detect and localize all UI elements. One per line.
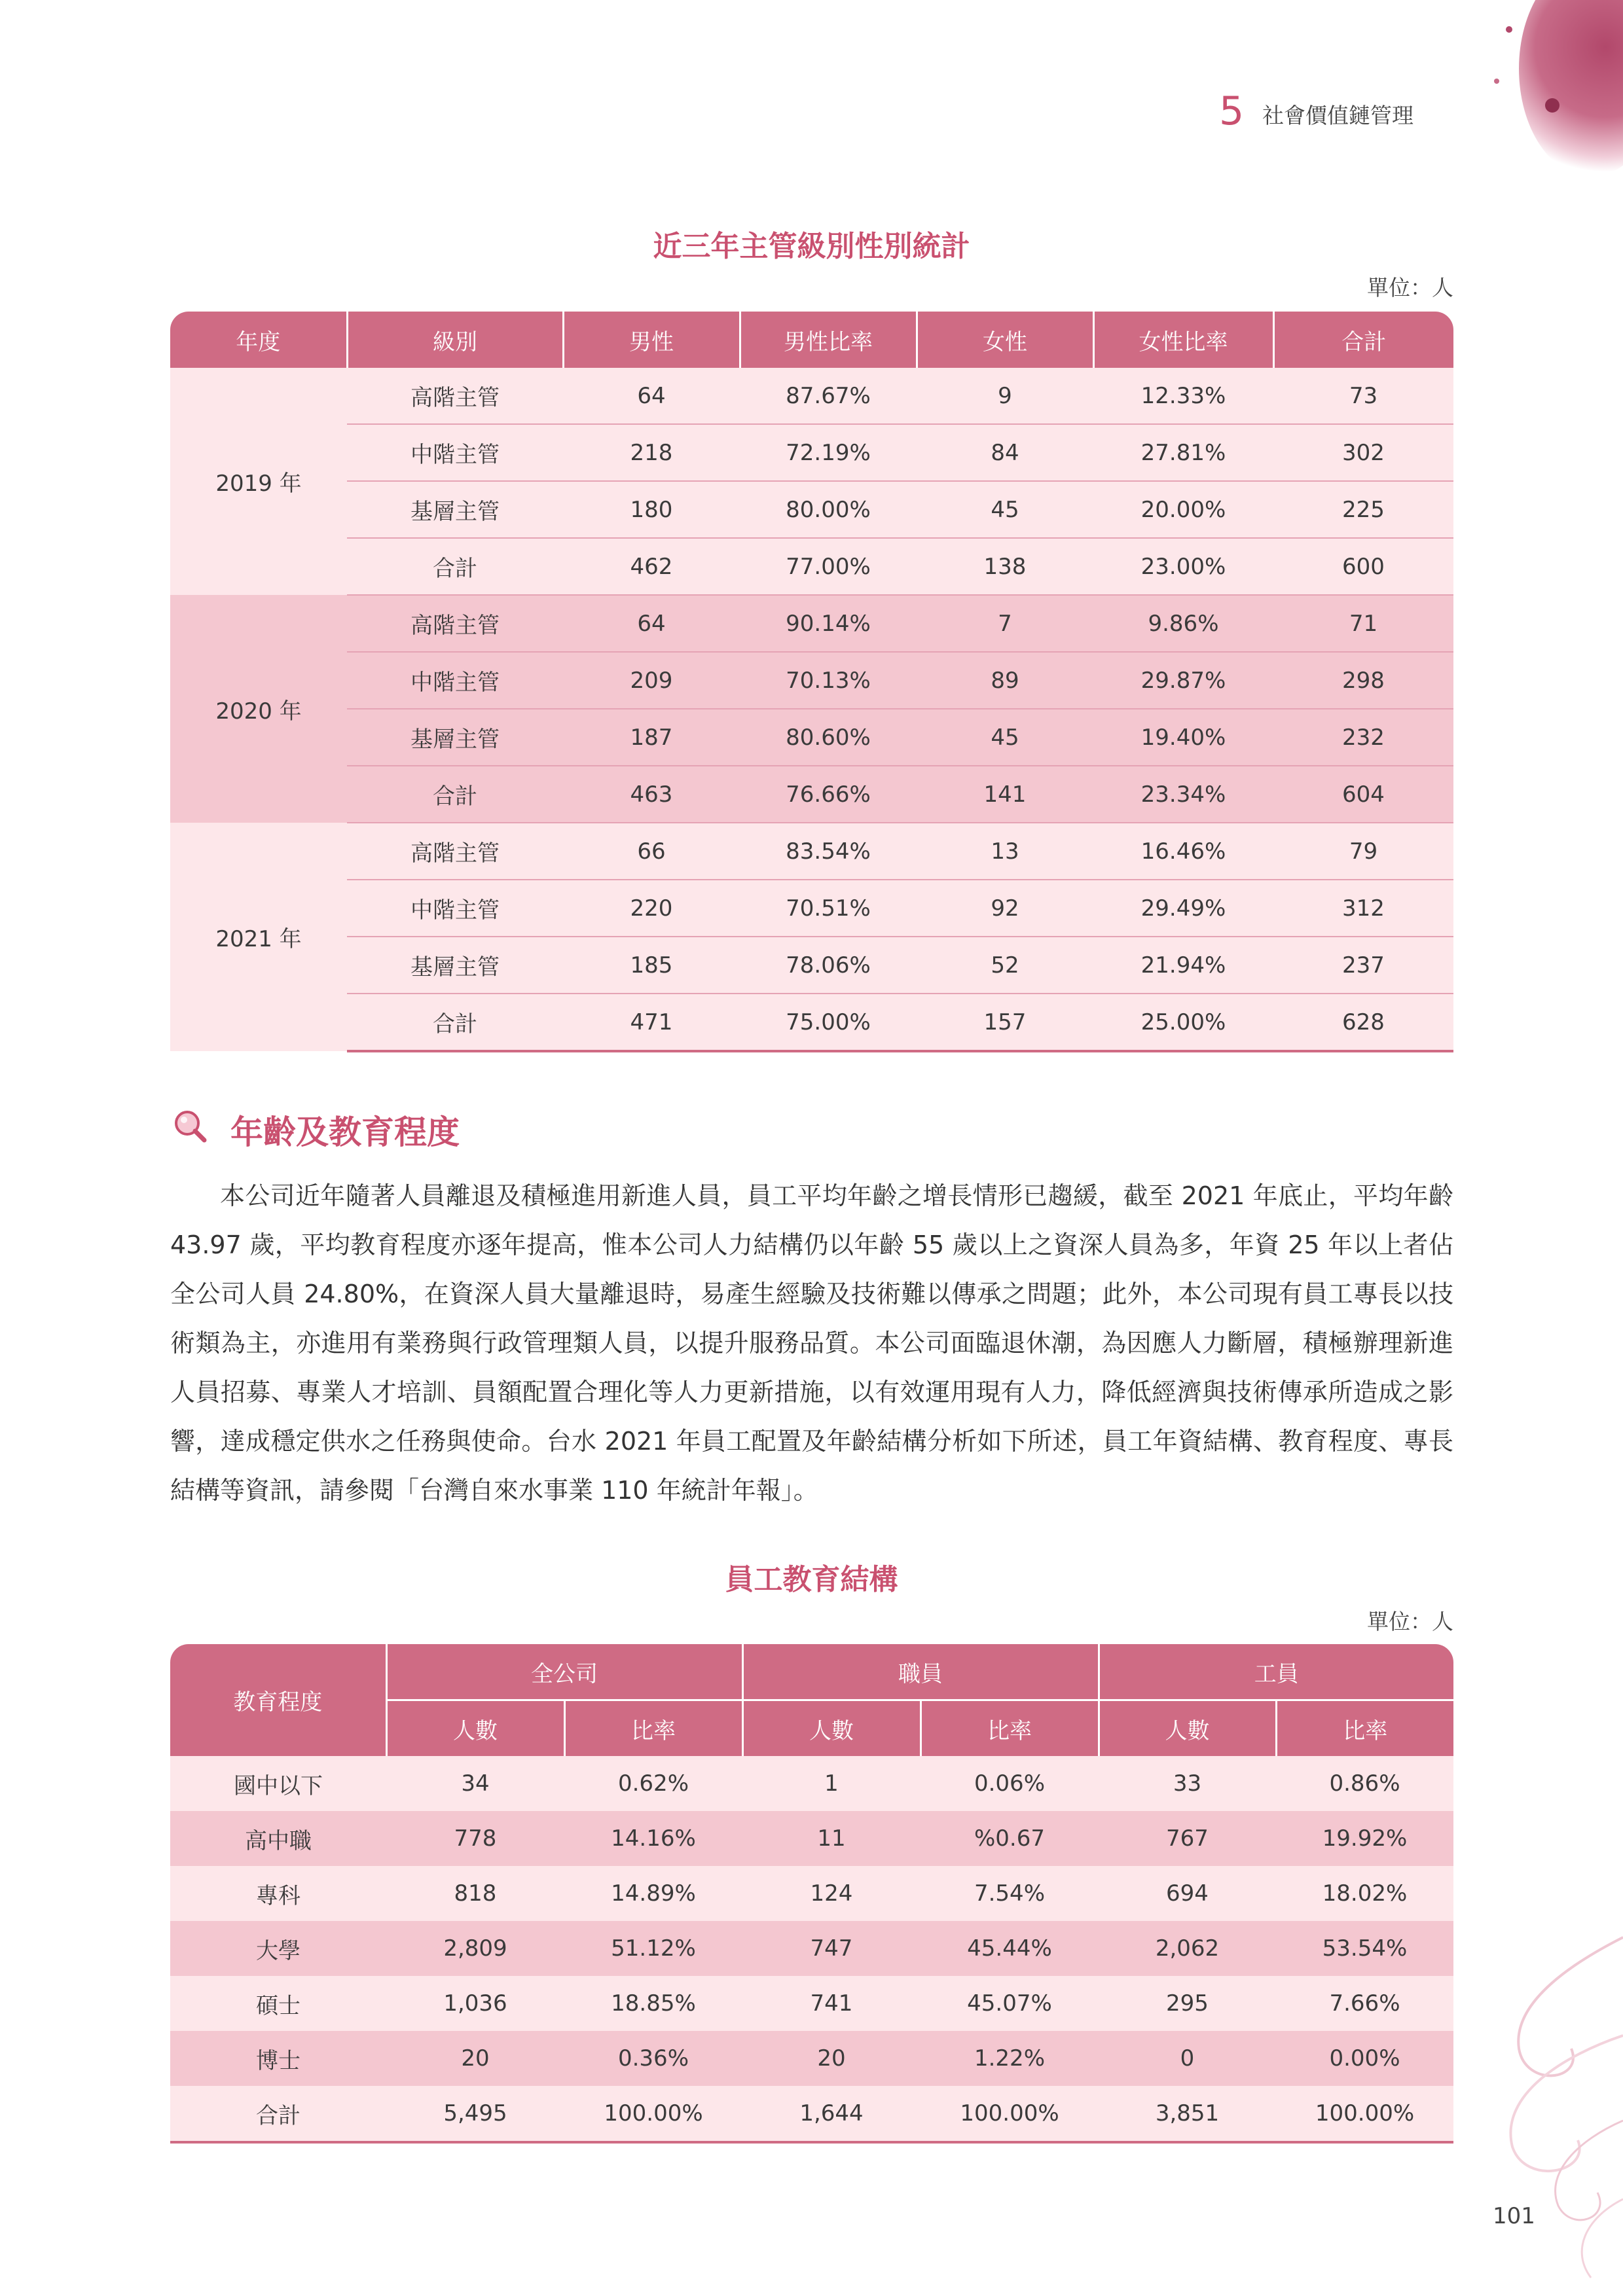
table-cell: 185 [563,937,740,994]
table-cell: 2,062 [1099,1921,1276,1976]
table-cell: 7.54% [921,1866,1099,1921]
body-paragraph: 本公司近年隨著人員離退及積極進用新進人員，員工平均年齡之增長情形已趨緩，截至 2021 年底止，平均年齡 43.97 歲，平均教育程度亦逐年提高，惟本公司人力結構仍以年齡 55 歲以上之資深人員為多，年資 25 年以上者佔全公司人員 24.80%，在資深人員大量離退時，易產生經驗及技術難以傳承之問題；此外，本公司現有員工專長以技術類為主，亦進用有業務與行政管理類人員，以提升服務品質。本公司面臨退休潮，為因應人力斷層，積極辦理新進人員招募、專業人才培訓、員額配置合理化等人力更新措施，以有效運用現有人力，降低經濟與技術傳承所造成之影響，達成穩定供水之任務與使命。台水 2021 年員工配置及年齡結構分析如下所述，員工年資結構、教育程度、專長結構等資訊，請參閱「台灣自來水事業 110 年統計年報」。 [170,1181,1453,1505]
table-cell: 中階主管 [347,652,563,709]
table-row [170,1756,1453,1811]
table-cell: 20.00% [1093,481,1273,538]
year-cell: 2019 年 [170,368,347,595]
table-row [170,595,1453,652]
table-cell: 124 [742,1866,921,1921]
table-cell: 138 [917,538,1093,595]
column-header: 比率 [1276,1700,1453,1757]
table-row [170,2086,1453,2142]
column-header: 比率 [564,1700,742,1757]
table-cell: 298 [1273,652,1453,709]
table-cell: 71 [1273,595,1453,652]
table-cell: 80.00% [740,481,917,538]
table-cell: 14.16% [564,1811,742,1866]
table-cell: 100.00% [564,2086,742,2142]
table-cell: 45 [917,481,1093,538]
column-header: 工員 [1099,1644,1453,1700]
table-cell: 中階主管 [347,880,563,937]
column-header: 全公司 [386,1644,742,1700]
chapter-number: 5 [1219,88,1245,134]
section-heading: 年齡及教育程度 [230,1113,460,1151]
year-cell: 2020 年 [170,595,347,823]
table-cell: 471 [563,994,740,1051]
column-header: 男性 [563,312,740,368]
table-row [170,538,1453,595]
table-cell: 45 [917,709,1093,766]
table-row [170,368,1453,424]
column-header: 人數 [386,1700,564,1757]
table-cell: 628 [1273,994,1453,1051]
table-cell: 基層主管 [347,937,563,994]
table-cell: 19.40% [1093,709,1273,766]
table-row [170,709,1453,766]
table-cell: 53.54% [1276,1921,1453,1976]
table-cell: 專科 [170,1866,386,1921]
table-cell: 187 [563,709,740,766]
table-cell: 237 [1273,937,1453,994]
table-cell: 312 [1273,880,1453,937]
table-cell: 23.00% [1093,538,1273,595]
table-cell: 90.14% [740,595,917,652]
table-cell: 19.92% [1276,1811,1453,1866]
table-row [170,823,1453,880]
table-cell: %0.67 [921,1811,1099,1866]
table-cell: 70.13% [740,652,917,709]
table-cell: 博士 [170,2031,386,2086]
table-cell: 合計 [347,994,563,1051]
page-number: 101 [1493,2203,1535,2229]
table-row [170,1976,1453,2031]
table-cell: 100.00% [921,2086,1099,2142]
table2-title: 員工教育結構 [725,1563,898,1596]
table-cell: 141 [917,766,1093,823]
table-cell: 79 [1273,823,1453,880]
column-header: 級別 [347,312,563,368]
table-cell: 基層主管 [347,481,563,538]
table-row [170,880,1453,937]
chapter-title: 社會價值鏈管理 [1262,103,1413,128]
table-cell: 767 [1099,1811,1276,1866]
table-header-row [170,312,1453,368]
table-cell: 694 [1099,1866,1276,1921]
table-cell: 462 [563,538,740,595]
table-row [170,652,1453,709]
table-cell: 7.66% [1276,1976,1453,2031]
table-row [170,994,1453,1051]
column-header: 人數 [742,1700,921,1757]
table-cell: 18.85% [564,1976,742,2031]
table-cell: 80.60% [740,709,917,766]
table-cell: 1,644 [742,2086,921,2142]
table-cell: 83.54% [740,823,917,880]
year-cell: 2021 年 [170,823,347,1051]
table-cell: 66 [563,823,740,880]
table-cell: 0 [1099,2031,1276,2086]
table-cell: 180 [563,481,740,538]
table-cell: 218 [563,424,740,481]
table-cell: 20 [742,2031,921,2086]
table-cell: 0.86% [1276,1756,1453,1811]
table-cell: 大學 [170,1921,386,1976]
table-cell: 76.66% [740,766,917,823]
table-cell: 碩士 [170,1976,386,2031]
table-cell: 13 [917,823,1093,880]
table-cell: 600 [1273,538,1453,595]
table-cell: 89 [917,652,1093,709]
table-row [170,1811,1453,1866]
column-header: 女性比率 [1093,312,1273,368]
table-cell: 5,495 [386,2086,564,2142]
table-cell: 29.87% [1093,652,1273,709]
table-cell: 463 [563,766,740,823]
table-cell: 21.94% [1093,937,1273,994]
table-cell: 302 [1273,424,1453,481]
table-cell: 高中職 [170,1811,386,1866]
table-cell: 1 [742,1756,921,1811]
table-cell: 高階主管 [347,368,563,424]
table-cell: 92 [917,880,1093,937]
table-cell: 高階主管 [347,595,563,652]
table-cell: 16.46% [1093,823,1273,880]
table-cell: 78.06% [740,937,917,994]
table-cell: 高階主管 [347,823,563,880]
watercolor-decoration [1499,0,1623,223]
table-cell: 國中以下 [170,1756,386,1811]
table-cell: 基層主管 [347,709,563,766]
table-row [170,1921,1453,1976]
table-cell: 220 [563,880,740,937]
table-row [170,2031,1453,2086]
table-cell: 20 [386,2031,564,2086]
table-cell: 818 [386,1866,564,1921]
swirl-decoration [1473,1924,1623,2296]
table-cell: 747 [742,1921,921,1976]
table2-unit: 單位：人 [1367,1609,1453,1634]
table-cell: 7 [917,595,1093,652]
table-cell: 合計 [347,538,563,595]
table-cell: 232 [1273,709,1453,766]
table-cell: 51.12% [564,1921,742,1976]
table1-unit: 單位：人 [1367,275,1453,300]
table-cell: 1,036 [386,1976,564,2031]
column-header: 職員 [742,1644,1099,1700]
table-cell: 18.02% [1276,1866,1453,1921]
column-header: 女性 [917,312,1093,368]
table-cell: 合計 [170,2086,386,2142]
table-header-row [170,1644,1453,1700]
table-row [170,937,1453,994]
table-cell: 72.19% [740,424,917,481]
management-gender-table [170,312,1453,1052]
table-cell: 45.07% [921,1976,1099,2031]
column-header: 男性比率 [740,312,917,368]
table-cell: 75.00% [740,994,917,1051]
table-cell: 84 [917,424,1093,481]
table-row [170,1866,1453,1921]
table-cell: 3,851 [1099,2086,1276,2142]
table-cell: 295 [1099,1976,1276,2031]
table-cell: 225 [1273,481,1453,538]
table-cell: 73 [1273,368,1453,424]
table-cell: 45.44% [921,1921,1099,1976]
table-row [170,766,1453,823]
table-cell: 9 [917,368,1093,424]
table-cell: 23.34% [1093,766,1273,823]
table-cell: 9.86% [1093,595,1273,652]
education-structure-table [170,1644,1453,2144]
table-cell: 33 [1099,1756,1276,1811]
column-header: 比率 [921,1700,1099,1757]
table-cell: 604 [1273,766,1453,823]
table-cell: 1.22% [921,2031,1099,2086]
table-cell: 70.51% [740,880,917,937]
magnifier-icon [172,1107,208,1144]
table1-title: 近三年主管級別性別統計 [653,230,970,263]
table-cell: 12.33% [1093,368,1273,424]
table-cell: 0.06% [921,1756,1099,1811]
table-cell: 741 [742,1976,921,2031]
column-header: 年度 [170,312,347,368]
column-header: 合計 [1273,312,1453,368]
table-cell: 29.49% [1093,880,1273,937]
column-header: 人數 [1099,1700,1276,1757]
table-cell: 87.67% [740,368,917,424]
table-cell: 2,809 [386,1921,564,1976]
table-cell: 11 [742,1811,921,1866]
table-cell: 中階主管 [347,424,563,481]
table-cell: 0.36% [564,2031,742,2086]
table-cell: 100.00% [1276,2086,1453,2142]
table-cell: 14.89% [564,1866,742,1921]
table-cell: 25.00% [1093,994,1273,1051]
table-cell: 209 [563,652,740,709]
column-header: 教育程度 [170,1644,386,1756]
table-cell: 64 [563,368,740,424]
table-cell: 27.81% [1093,424,1273,481]
table-row [170,481,1453,538]
table-cell: 52 [917,937,1093,994]
table-cell: 34 [386,1756,564,1811]
table-cell: 64 [563,595,740,652]
table-cell: 0.62% [564,1756,742,1811]
table-row [170,424,1453,481]
table-cell: 157 [917,994,1093,1051]
table-cell: 0.00% [1276,2031,1453,2086]
table-cell: 77.00% [740,538,917,595]
table-cell: 778 [386,1811,564,1866]
table-cell: 合計 [347,766,563,823]
